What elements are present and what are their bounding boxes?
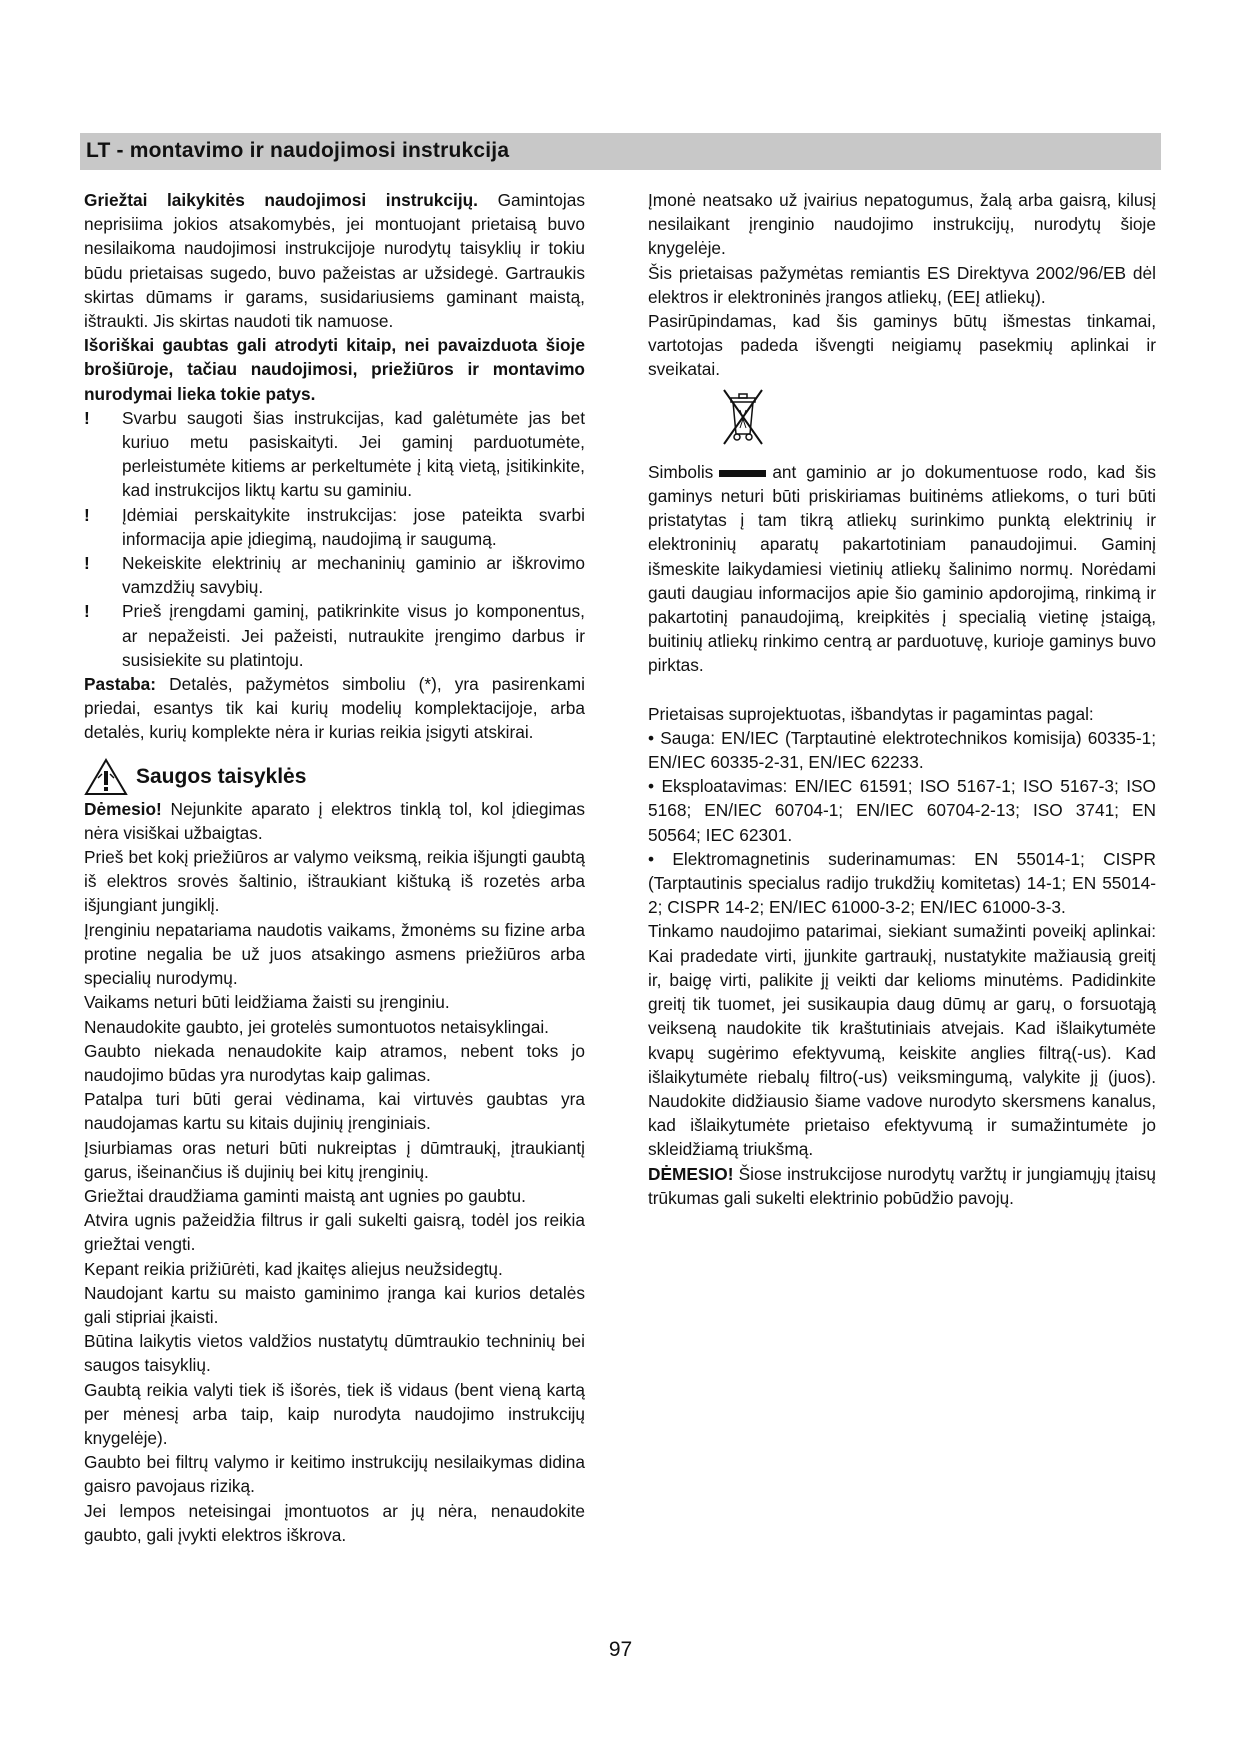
crossed-bin-icon — [718, 386, 768, 448]
symbol-after: ant gaminio ar jo dokumentuose rodo, kad šis gaminys neturi būti priskiriamas buitinėms atliekoms, o turi būti pristatytas į tam tikrą atliekų surinkimo punktą elektrinių ir elektroninių aparatų pakartotiniam panaudojimui. Gaminį išmeskite laikydamiesi vietinių atliekų šalinimo normų. Norėdami gauti daugiau informacijos apie šio gaminio apdorojimą, rinkimą ir pakartotinį panaudojimą, kreipkitės į specialią vietinę įstaigą, buitinių atliekų rinkimo centrą ar parduotuvę, kurioje gaminys buvo pirktas. — [648, 461, 1156, 676]
safety-paragraph: Jei lempos neteisingai įmontuotos ar jų nėra, nenaudokite gaubto, gali įvykti elektros iškrova. — [84, 1500, 585, 1545]
liability-paragraph: Įmonė neatsako už įvairius nepatogumus, žalą arba gaisrą, kilusį nesilaikant įrenginio naudojimo instrukcijų, nurodytų šioje knygelėje. — [648, 190, 1156, 259]
safety-heading — [84, 757, 585, 797]
warning-item-text: Prieš įrengdami gaminį, patikrinkite visus jo komponentus, ar nepažeisti. Jei pažeisti, nutraukite įrengimo darbus ir susisiekite su platintoju. — [122, 601, 585, 670]
note-paragraph — [84, 672, 585, 745]
symbol-paragraph — [648, 460, 1156, 678]
page-number: 97 — [608, 1638, 633, 1661]
warning-item-text: Įdėmiai perskaitykite instrukcijas: jose pateikta svarbi informacija apie įdiegimą, naudojimą ir saugumą. — [122, 504, 585, 549]
safety-paragraph: Vaikams neturi būti leidžiama žaisti su įrenginiu. — [84, 992, 450, 1013]
right-column — [648, 188, 1156, 1210]
warning-label: DĖMESIO! — [648, 1163, 734, 1184]
design-intro: Prietaisas suprojektuotas, išbandytas ir pagamintas pagal: — [648, 703, 1094, 724]
attention-text: Nejunkite aparato į elektros tinklą tol, kol įdiegimas nėra visiškai užbaigtas. — [84, 798, 585, 843]
safety-paragraph: Būtina laikytis vietos valdžios nustatytų dūmtraukio techninių bei saugos taisyklių. — [84, 1331, 585, 1376]
safety-paragraph: Kepant reikia prižiūrėti, kad įkaitęs aliejus neužsidegtų. — [84, 1258, 503, 1279]
safety-paragraph: Gaubtą reikia valyti tiek iš išorės, tiek iš vidaus (bent vieną kartą per mėnesį arba taip, kaip nurodyta naudojimo instrukcijų knygelėje). — [84, 1379, 585, 1448]
safety-paragraph: Įsiurbiamas oras neturi būti nukreiptas į dūmtraukį, įtraukiantį garus, išeinančius iš dujinių bei kitų įrenginių. — [84, 1137, 585, 1182]
warning-paragraph — [648, 1162, 1156, 1210]
left-column — [84, 188, 585, 1547]
appearance-note: Išoriškai gaubtas gali atrodyti kitaip, nei pavaizduota šioje brošiūroje, tačiau naudojimosi, priežiūros ir montavimo nurodymai lieka tokie patys. — [84, 335, 585, 404]
directive-paragraph: Šis prietaisas pažymėtas remiantis ES Direktyva 2002/96/EB dėl elektros ir elektroninės įrangos atliekų, (EEĮ atliekų). — [648, 262, 1156, 307]
safety-title: Saugos taisyklės — [136, 764, 307, 788]
warning-item-text: Nekeiskite elektrinių ar mechaninių gaminio ar iškrovimo vamzdžių savybių. — [122, 553, 585, 598]
warning-triangle-icon — [84, 758, 128, 796]
safety-paragraph: Nenaudokite gaubto, jei grotelės sumontuotos netaisyklingai. — [84, 1016, 549, 1037]
safety-paragraph: Patalpa turi būti gerai vėdinama, kai virtuvės gaubtas yra naudojamas kartu su kitais dujinių įrenginiais. — [84, 1089, 585, 1134]
intro-text: Gamintojas neprisiima jokios atsakomybės, jei montuojant prietaisą buvo nesilaikoma naudojimosi instrukcijoje nurodytų taisyklių ir tokiu būdu prietaisas sugedo, buvo pažeistas ar užsidegė. Gartraukis skirtas dūmams ir garams, susidariusiems gaminant maistą, ištraukti. Jis skirtas naudoti tik namuose. — [84, 190, 585, 332]
section-header — [80, 133, 1161, 170]
note-text: Detalės, pažymėtos simboliu (*), yra pasirenkami priedai, esantys tik kai kurių modelių komplektacijoje, arba detalės, kurių komplekte nėra ir kurias reikia įsigyti atskirai. — [84, 674, 585, 743]
safety-paragraph: Gaubto bei filtrų valymo ir keitimo instrukcijų nesilaikymas didina gaisro pavojaus riziką. — [84, 1452, 585, 1497]
warning-text: Šiose instrukcijose nurodytų varžtų ir jungiamųjų įtaisų trūkumas gali sukelti elektrinio pobūdžio pavojų. — [648, 1163, 1156, 1208]
standard-item: • Elektromagnetinis suderinamumas: EN 55014-1; CISPR (Tarptautinis specialus radijo trukdžių komitetas) 14-1; EN 55014-2; CISPR 14-2; EN/IEC 61000-3-2; EN/IEC 61000-3-3. — [648, 848, 1156, 918]
spacer — [648, 678, 1156, 702]
safety-paragraph: Gaubto niekada nenaudokite kaip atramos, nebent toks jo naudojimo būdas yra nurodytas kaip galimas. — [84, 1040, 585, 1085]
exclamation-mark: ! — [84, 553, 90, 574]
attention-paragraph — [84, 797, 585, 845]
warning-item — [84, 551, 585, 599]
disposal-paragraph: Pasirūpindamas, kad šis gaminys būtų išmestas tinkamai, vartotojas padeda išvengti neigiamų pasekmių aplinkai ir sveikatai. — [648, 311, 1156, 380]
safety-paragraph: Atvira ugnis pažeidžia filtrus ir gali sukelti gaisrą, todėl jos reikia griežtai vengti. — [84, 1210, 585, 1255]
safety-paragraph: Įrenginiu nepatariama naudotis vaikams, žmonėms su fizine arba protine negalia be už juos atsakingo asmens priežiūros arba specialių nurodymų. — [84, 919, 585, 989]
standard-item: • Sauga: EN/IEC (Tarptautinė elektrotechnikos komisija) 60335-1; EN/IEC 60335-2-31, EN/IEC 62233. — [648, 727, 1156, 773]
warning-item — [84, 599, 585, 672]
safety-paragraph: Naudojant kartu su maisto gaminimo įranga kai kurios detalės gali stipriai įkaisti. — [84, 1282, 585, 1327]
safety-paragraph: Prieš bet kokį priežiūros ar valymo veiksmą, reikia išjungti gaubtą iš elektros srovės šaltinio, ištraukiant kištuką iš rozetės arba išjungiant jungiklį. — [84, 847, 585, 916]
page-title: LT - montavimo ir naudojimosi instrukcija — [86, 139, 510, 162]
warning-item — [84, 406, 585, 503]
note-label: Pastaba: — [84, 674, 157, 695]
exclamation-mark: ! — [84, 601, 90, 622]
intro-paragraph — [84, 188, 585, 333]
tips-paragraph: Tinkamo naudojimo patarimai, siekiant sumažinti poveikį aplinkai: Kai pradedate virti, įjunkite gartraukį, nustatykite mažiausią greitį ir, baigę virti, palikite jį veikti dar kelioms minutėms. Padidinkite greitį tik tuomet, jei susikaupia daug dūmų ar garų, o forsuotąją veikseną naudokite tik kraštutiniais atvejais. Kad išlaikytumėte kvapų sugėrimo efektyvumą, keiskite anglies filtrą(-us). Kad išlaikytumėte riebalų filtro(-us) veiksmingumą, valykite jį (juos). Naudokite didžiausio šiame vadove nurodyto skersmens kanalus, kad išlaikytumėte prietaiso efektyvumą ir sumažintumėte jo skleidžiamą triukšmą. — [648, 921, 1156, 1160]
exclamation-mark: ! — [84, 407, 90, 428]
symbol-before: Simbolis — [648, 461, 714, 482]
intro-bold: Griežtai laikykitės naudojimosi instrukcijų. — [84, 190, 478, 210]
safety-paragraph: Griežtai draudžiama gaminti maistą ant ugnies po gaubtu. — [84, 1185, 526, 1206]
warning-item-text: Svarbu saugoti šias instrukcijas, kad galėtumėte jas bet kuriuo metu pasiskaityti. Jei gaminį parduotumėte, perleistumėte kitiems ar perkeltumėte į kitą vietą, įsitikinkite, kad instrukcijos liktų kartu su gaminiu. — [122, 407, 585, 501]
black-bar-icon — [719, 470, 766, 477]
attention-label: Dėmesio! — [84, 798, 162, 819]
standard-item: • Eksploatavimas: EN/IEC 61591; ISO 5167-1; ISO 5167-3; ISO 5168; EN/IEC 60704-1; EN/IEC 60704-2-13; ISO 3741; EN 50564; IEC 62301. — [648, 776, 1156, 845]
warning-item — [84, 503, 585, 551]
exclamation-mark: ! — [84, 504, 90, 525]
